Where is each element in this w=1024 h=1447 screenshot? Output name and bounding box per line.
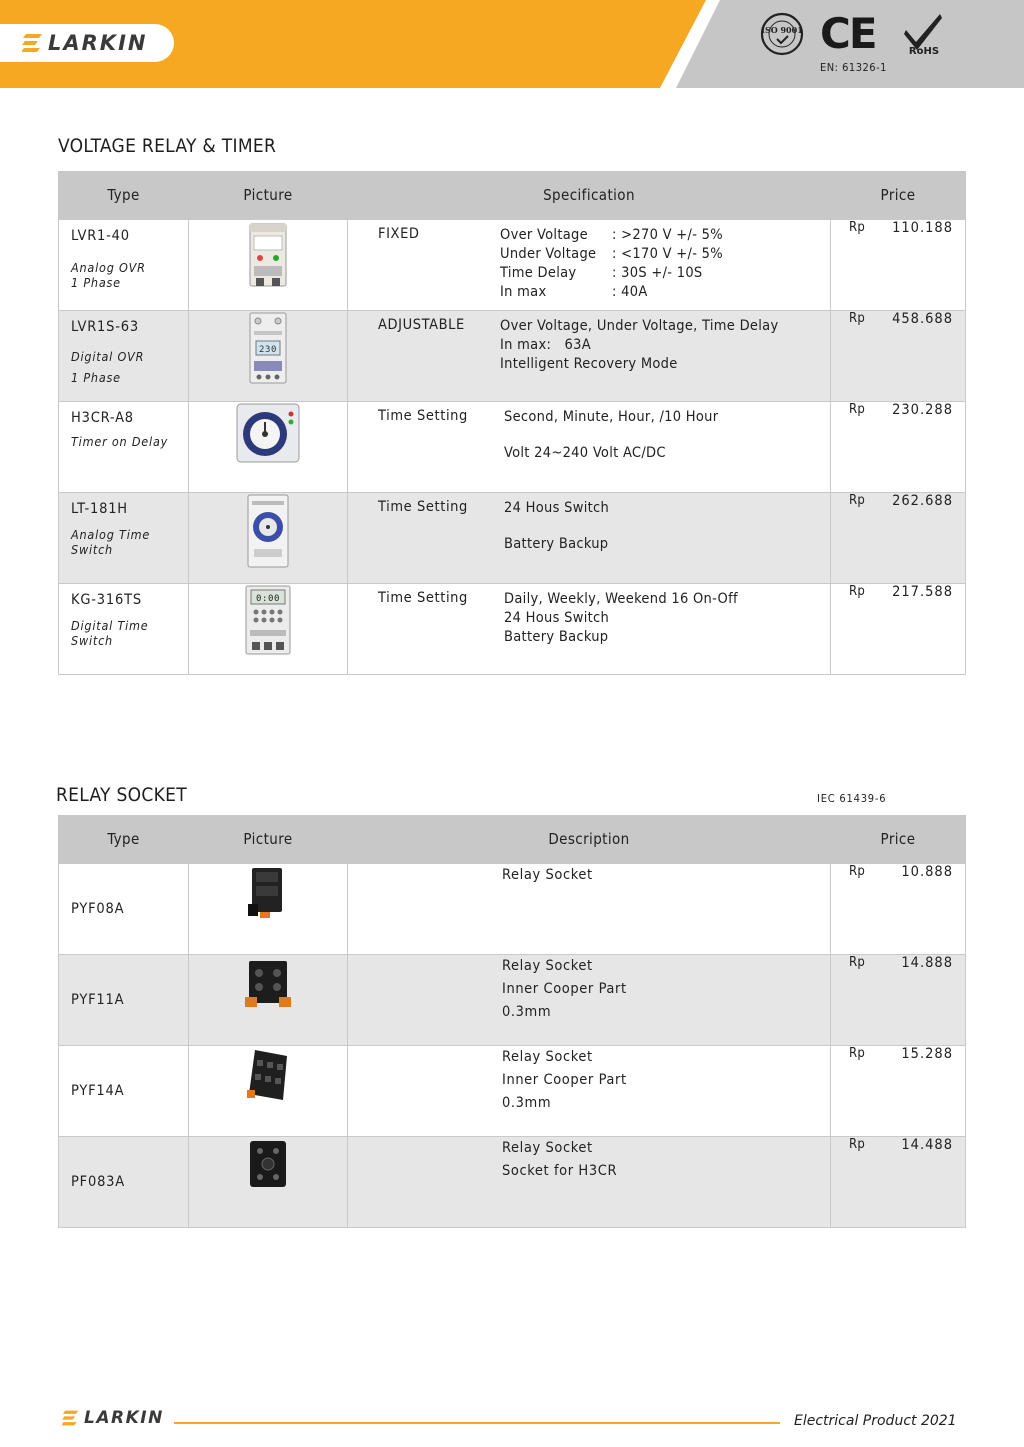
- larkin-logo-icon: [22, 32, 44, 54]
- spec-mode: FIXED: [378, 225, 420, 242]
- spec-line: 24 Hous Switch: [504, 499, 610, 516]
- price-value: 230.288: [892, 401, 953, 418]
- product-code: PF083A: [71, 1173, 125, 1190]
- spec-line: Battery Backup: [504, 628, 609, 645]
- voltage-section-title: VOLTAGE RELAY & TIMER: [58, 135, 277, 157]
- larkin-logo-icon: [62, 1409, 80, 1427]
- digital-time-switch-image: [244, 584, 292, 656]
- rohs-check-icon: [902, 10, 946, 56]
- price-currency: Rp: [849, 402, 866, 417]
- spec-value: : >270 V +/- 5%: [612, 226, 723, 243]
- product-code: PYF08A: [71, 900, 125, 917]
- price-currency: Rp: [849, 864, 866, 879]
- spec-line: Battery Backup: [504, 535, 609, 552]
- spec-line: 24 Hous Switch: [504, 609, 610, 626]
- product-code: LVR1-40: [71, 227, 130, 244]
- footer-logo: [62, 1408, 164, 1428]
- relay-socket-table: [58, 815, 966, 1228]
- svg-text:230: 230: [258, 344, 278, 355]
- desc-line: Inner Cooper Part: [502, 980, 627, 997]
- footer-brand-name: LARKIN: [84, 1408, 164, 1428]
- relay-socket-14pin-image: [243, 1046, 293, 1104]
- product-desc: Digital Time: [71, 617, 149, 633]
- timer-relay-image: [235, 402, 301, 464]
- spec-line: Second, Minute, Hour, /10 Hour: [504, 408, 719, 425]
- voltage-relay-digital-image: [248, 311, 288, 385]
- socket-section-title: RELAY SOCKET: [56, 784, 187, 806]
- desc-line: Relay Socket: [502, 1048, 593, 1065]
- table-row: [59, 863, 966, 954]
- col-header-picture: Picture: [189, 171, 348, 219]
- spec-key: Over Voltage: [500, 226, 588, 243]
- table-row: [59, 401, 966, 492]
- product-desc: 1 Phase: [71, 369, 121, 385]
- spec-line: Intelligent Recovery Mode: [500, 355, 678, 372]
- spec-key: Under Voltage: [500, 245, 597, 262]
- col-header-price: Price: [831, 171, 966, 219]
- desc-line: Socket for H3CR: [502, 1162, 618, 1179]
- desc-line: Relay Socket: [502, 1139, 593, 1156]
- spec-mode: Time Setting: [378, 407, 468, 424]
- svg-text:0:00: 0:00: [255, 593, 281, 604]
- table-row: [59, 492, 966, 583]
- col-header-price: Price: [831, 815, 966, 863]
- spec-key: In max: [500, 283, 547, 300]
- spec-mode: Time Setting: [378, 589, 468, 606]
- cert-standard: EN: 61326-1: [820, 61, 887, 74]
- product-desc: Digital OVR: [71, 348, 145, 364]
- product-code: KG-316TS: [71, 591, 142, 608]
- spec-line: Daily, Weekly, Weekend 16 On-Off: [504, 590, 738, 607]
- price-value: 15.288: [901, 1045, 953, 1062]
- iso-9001-seal-icon: [760, 12, 804, 56]
- spec-line: Over Voltage, Under Voltage, Time Delay: [500, 317, 779, 334]
- spec-line: Volt 24~240 Volt AC/DC: [504, 444, 666, 461]
- desc-line: 0.3mm: [502, 1094, 552, 1111]
- price-currency: Rp: [849, 311, 866, 326]
- ce-mark: CE: [820, 9, 876, 58]
- product-desc: Switch: [71, 632, 113, 648]
- socket-standard: IEC 61439-6: [817, 792, 887, 805]
- analog-time-switch-image: [246, 493, 290, 569]
- voltage-relay-fixed-image: [248, 220, 288, 290]
- product-code: H3CR-A8: [71, 409, 134, 426]
- relay-socket-8pin-image: [246, 864, 290, 922]
- desc-line: Inner Cooper Part: [502, 1071, 627, 1088]
- spec-mode: ADJUSTABLE: [378, 316, 465, 333]
- relay-socket-round-image: [246, 1137, 290, 1191]
- col-header-picture: Picture: [189, 815, 348, 863]
- price-currency: Rp: [849, 493, 866, 508]
- spec-value: : 30S +/- 10S: [612, 264, 703, 281]
- product-code: LT-181H: [71, 500, 128, 517]
- price-currency: Rp: [849, 1137, 866, 1152]
- price-currency: Rp: [849, 584, 866, 599]
- price-currency: Rp: [849, 220, 866, 235]
- footer-tagline: Electrical Product 2021: [794, 1413, 957, 1429]
- table-row: [59, 219, 966, 310]
- voltage-relay-table: [58, 171, 966, 675]
- price-value: 110.188: [892, 219, 953, 236]
- footer-divider: [174, 1422, 780, 1424]
- product-desc: Analog Time: [71, 526, 151, 542]
- price-currency: Rp: [849, 1046, 866, 1061]
- desc-line: Relay Socket: [502, 866, 593, 883]
- price-value: 217.588: [892, 583, 953, 600]
- table-row: [59, 310, 966, 401]
- desc-line: 0.3mm: [502, 1003, 552, 1020]
- col-header-desc: Description: [348, 815, 831, 863]
- relay-socket-11pin-image: [243, 955, 293, 1011]
- brand-name: LARKIN: [48, 31, 148, 55]
- product-desc: Timer on Delay: [71, 433, 169, 449]
- table-row: [59, 954, 966, 1045]
- spec-value: : <170 V +/- 5%: [612, 245, 723, 262]
- price-value: 14.888: [901, 954, 953, 971]
- spec-line: In max: 63A: [500, 336, 591, 353]
- price-value: 14.488: [901, 1136, 953, 1153]
- product-desc: Analog OVR: [71, 259, 146, 275]
- table-row: [59, 583, 966, 674]
- brand-logo: [0, 24, 174, 62]
- price-value: 458.688: [892, 310, 953, 327]
- spec-value: : 40A: [612, 283, 648, 300]
- col-header-type: Type: [59, 815, 189, 863]
- price-value: 262.688: [892, 492, 953, 509]
- rohs-text: RoHS: [908, 46, 940, 56]
- product-code: PYF14A: [71, 1082, 125, 1099]
- iso-text: ISO 9001: [761, 25, 803, 35]
- price-currency: Rp: [849, 955, 866, 970]
- desc-line: Relay Socket: [502, 957, 593, 974]
- table-row: [59, 1136, 966, 1227]
- product-desc: Switch: [71, 541, 113, 557]
- price-value: 10.888: [901, 863, 953, 880]
- product-code: LVR1S-63: [71, 318, 139, 335]
- product-code: PYF11A: [71, 991, 125, 1008]
- col-header-type: Type: [59, 171, 189, 219]
- col-header-spec: Specification: [348, 171, 831, 219]
- spec-key: Time Delay: [500, 264, 577, 281]
- table-row: [59, 1045, 966, 1136]
- spec-mode: Time Setting: [378, 498, 468, 515]
- product-desc: 1 Phase: [71, 274, 121, 290]
